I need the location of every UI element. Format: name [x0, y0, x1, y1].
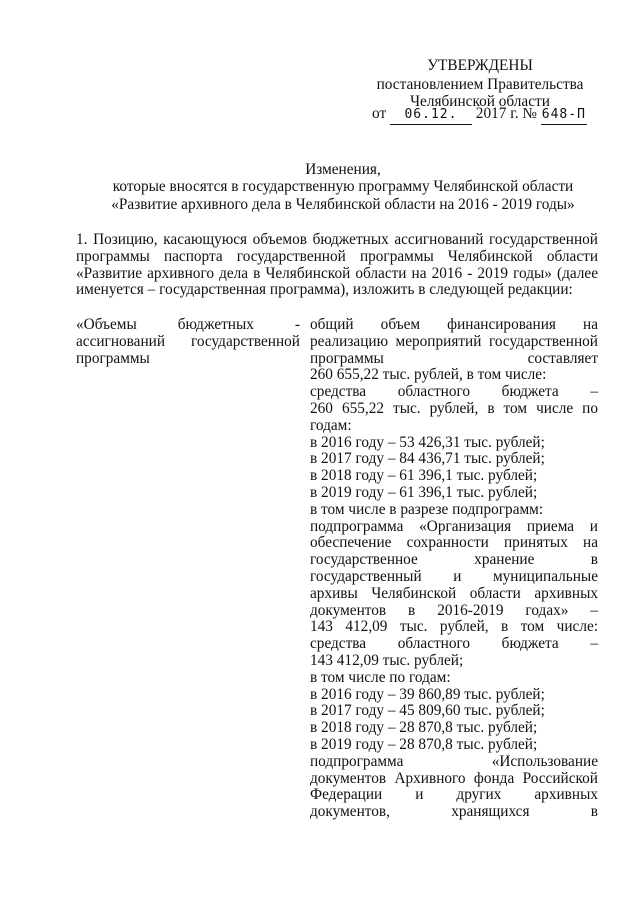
table-right-line: государственное хранение в: [310, 551, 598, 569]
table-right-line: 260 655,22 тыс. рублей, в том числе по: [310, 399, 598, 417]
table-right-line: средства областного бюджета –: [310, 635, 598, 653]
table-right-line: Федерации и других архивных: [310, 786, 598, 804]
heading-title: Изменения,: [305, 161, 381, 178]
document-heading: [80, 162, 606, 214]
table-right-line: в 2018 году – 28 870,8 тыс. рублей;: [310, 719, 538, 737]
year-text: 2017 г. №: [475, 105, 538, 122]
table-right-line: 143 412,09 тыс. рублей;: [310, 651, 464, 669]
date-prefix: от: [372, 105, 387, 122]
heading-subtitle-1: которые вносятся в государственную программу Челябинской области: [112, 178, 574, 196]
table-right-line: документов Архивного фонда Российской: [310, 769, 598, 787]
approval-line-2: Челябинской области: [410, 92, 550, 110]
table-right-line: документов в 2016-2019 годах» –: [310, 601, 598, 619]
table-right-line: государственный и муниципальные: [310, 567, 598, 585]
approval-date-line: [372, 106, 602, 125]
paragraph-1: 1. Позицию, касающуюся объемов бюджетных ассигнований государственной программы паспорта государственной программы Челябинской области «Развитие архивного дела в Челябинской области на 2016 - 2019 годы» (далее именуется – государственная программа), изложить в следующей редакции:: [76, 231, 598, 299]
table-right-line: в 2019 году – 61 396,1 тыс. рублей;: [310, 483, 538, 501]
table-right-line: средства областного бюджета –: [310, 383, 598, 401]
table-right-line: в 2019 году – 28 870,8 тыс. рублей;: [310, 735, 538, 753]
table-right-line: в 2016 году – 39 860,89 тыс. рублей;: [310, 685, 545, 703]
table-right-line: в том числе по годам:: [310, 668, 451, 686]
table-right-line: подпрограмма «Использование: [310, 752, 598, 770]
table-left-cell: «Объемы бюджетных - ассигнований государственной программы: [76, 316, 300, 367]
approval-block: [360, 58, 600, 110]
table-right-line: реализацию мероприятий государственной: [310, 332, 598, 350]
table-right-line: в 2016 году – 53 426,31 тыс. рублей;: [310, 433, 545, 451]
approval-line-1: постановлением Правительства: [376, 75, 584, 93]
table-right-line: обеспечение сохранности принятых на: [310, 534, 598, 552]
table-right-line: в 2017 году – 45 809,60 тыс. рублей;: [310, 702, 545, 720]
decree-number: 648-П: [541, 107, 587, 125]
table-right-line: 143 412,09 тыс. рублей, в том числе:: [310, 618, 598, 636]
date-value: 06.12.: [390, 107, 472, 125]
table-right-line: архивы Челябинской области архивных: [310, 584, 598, 602]
table-right-line: в 2017 году – 84 436,71 тыс. рублей;: [310, 450, 545, 468]
heading-subtitle-2: «Развитие архивного дела в Челябинской области на 2016 - 2019 годы»: [111, 195, 575, 213]
table-right-cell: [310, 317, 598, 821]
table-right-line: документов, хранящихся в: [310, 803, 598, 821]
table-right-line: в 2018 году – 61 396,1 тыс. рублей;: [310, 467, 538, 485]
table-right-line: подпрограмма «Организация приема и: [310, 517, 598, 535]
table-right-line: в том числе в разрезе подпрограмм:: [310, 500, 544, 518]
table-right-line: общий объем финансирования на: [310, 316, 598, 333]
approval-title: УТВЕРЖДЕНЫ: [427, 57, 533, 74]
table-right-line: годам:: [310, 416, 352, 434]
table-right-line: программы составляет: [310, 349, 598, 367]
table-right-line: 260 655,22 тыс. рублей, в том числе:: [310, 366, 547, 384]
